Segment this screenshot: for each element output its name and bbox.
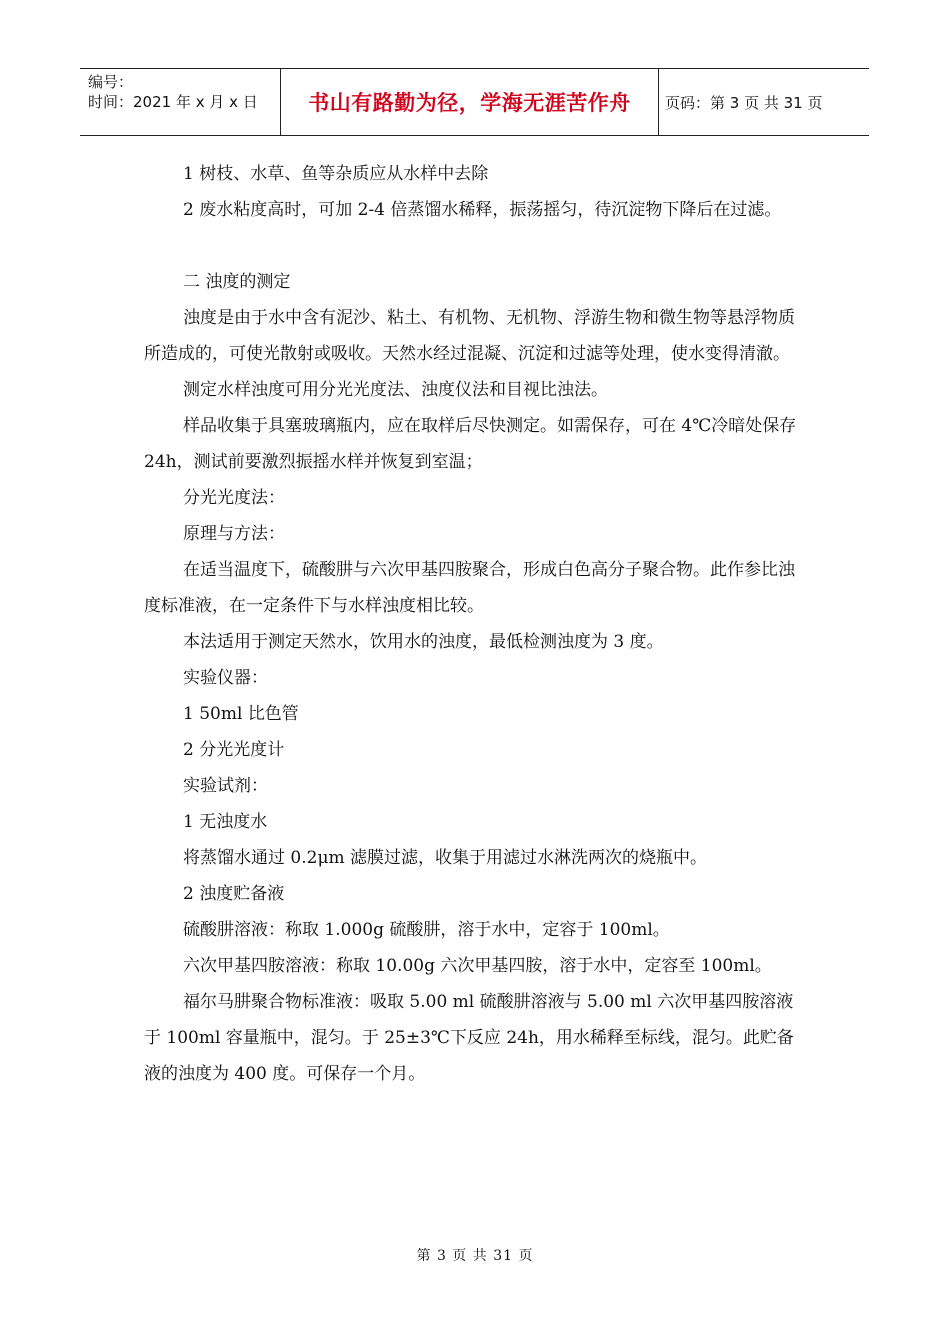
paragraph: 样品收集于具塞玻璃瓶内，应在取样后尽快测定。如需保存，可在 4℃冷暗处保存 24h，测试前要激烈振摇水样并恢复到室温； xyxy=(144,416,797,472)
page-header xyxy=(80,68,869,136)
list-item: 2 浊度贮备液 xyxy=(183,884,285,904)
paragraph: 在适当温度下，硫酸肼与六次甲基四胺聚合，形成白色高分子聚合物。此作参比浊度标准液，在一定条件下与水样浊度相比较。 xyxy=(144,560,795,616)
paragraph: 浊度是由于水中含有泥沙、粘土、有机物、无机物、浮游生物和微生物等悬浮物质所造成的，可使光散射或吸收。天然水经过混凝、沉淀和过滤等处理，使水变得清澈。 xyxy=(144,308,795,364)
paragraph: 1 树枝、水草、鱼等杂质应从水样中去除 xyxy=(183,164,489,184)
paragraph: 硫酸肼溶液：称取 1.000g 硫酸肼，溶于水中，定容于 100ml。 xyxy=(183,920,670,940)
paragraph: 六次甲基四胺溶液：称取 10.00g 六次甲基四胺，溶于水中，定容至 100ml。 xyxy=(183,956,772,976)
paragraph: 测定水样浊度可用分光光度法、浊度仪法和目视比浊法。 xyxy=(183,380,608,400)
page-footer: 第 3 页 共 31 页 xyxy=(416,1248,534,1264)
section-heading: 二 浊度的测定 xyxy=(183,272,291,292)
paragraph: 将蒸馏水通过 0.2μm 滤膜过滤，收集于用滤过水淋洗两次的烧瓶中。 xyxy=(183,848,708,868)
paragraph: 实验试剂： xyxy=(183,776,268,796)
paragraph: 福尔马肼聚合物标准液：吸取 5.00 ml 硫酸肼溶液与 5.00 ml 六次甲基四胺溶液于 100ml 容量瓶中，混匀。于 25±3℃下反应 24h，用水稀释至标线，混匀。此贮备液的浊度为 400 度。可保存一个月。 xyxy=(144,992,794,1084)
paragraph: 2 废水粘度高时，可加 2-4 倍蒸馏水稀释，振荡摇匀，待沉淀物下降后在过滤。 xyxy=(183,200,782,220)
paragraph: 实验仪器： xyxy=(183,668,268,688)
paragraph: 原理与方法： xyxy=(183,524,285,544)
header-page-info: 页码：第 3 页 共 31 页 xyxy=(665,93,823,112)
list-item: 1 50ml 比色管 xyxy=(183,704,299,724)
header-motto: 书山有路勤为径，学海无涯苦作舟 xyxy=(281,69,659,135)
paragraph: 本法适用于测定天然水，饮用水的浊度，最低检测浊度为 3 度。 xyxy=(183,632,664,652)
paragraph: 分光光度法： xyxy=(183,488,285,508)
list-item: 1 无浊度水 xyxy=(183,812,268,832)
document-number-label: 编号： xyxy=(88,73,134,91)
document-date: 时间：2021 年 x 月 x 日 xyxy=(88,93,258,111)
document-body xyxy=(144,156,810,1092)
list-item: 2 分光光度计 xyxy=(183,740,285,760)
header-meta xyxy=(80,69,281,135)
